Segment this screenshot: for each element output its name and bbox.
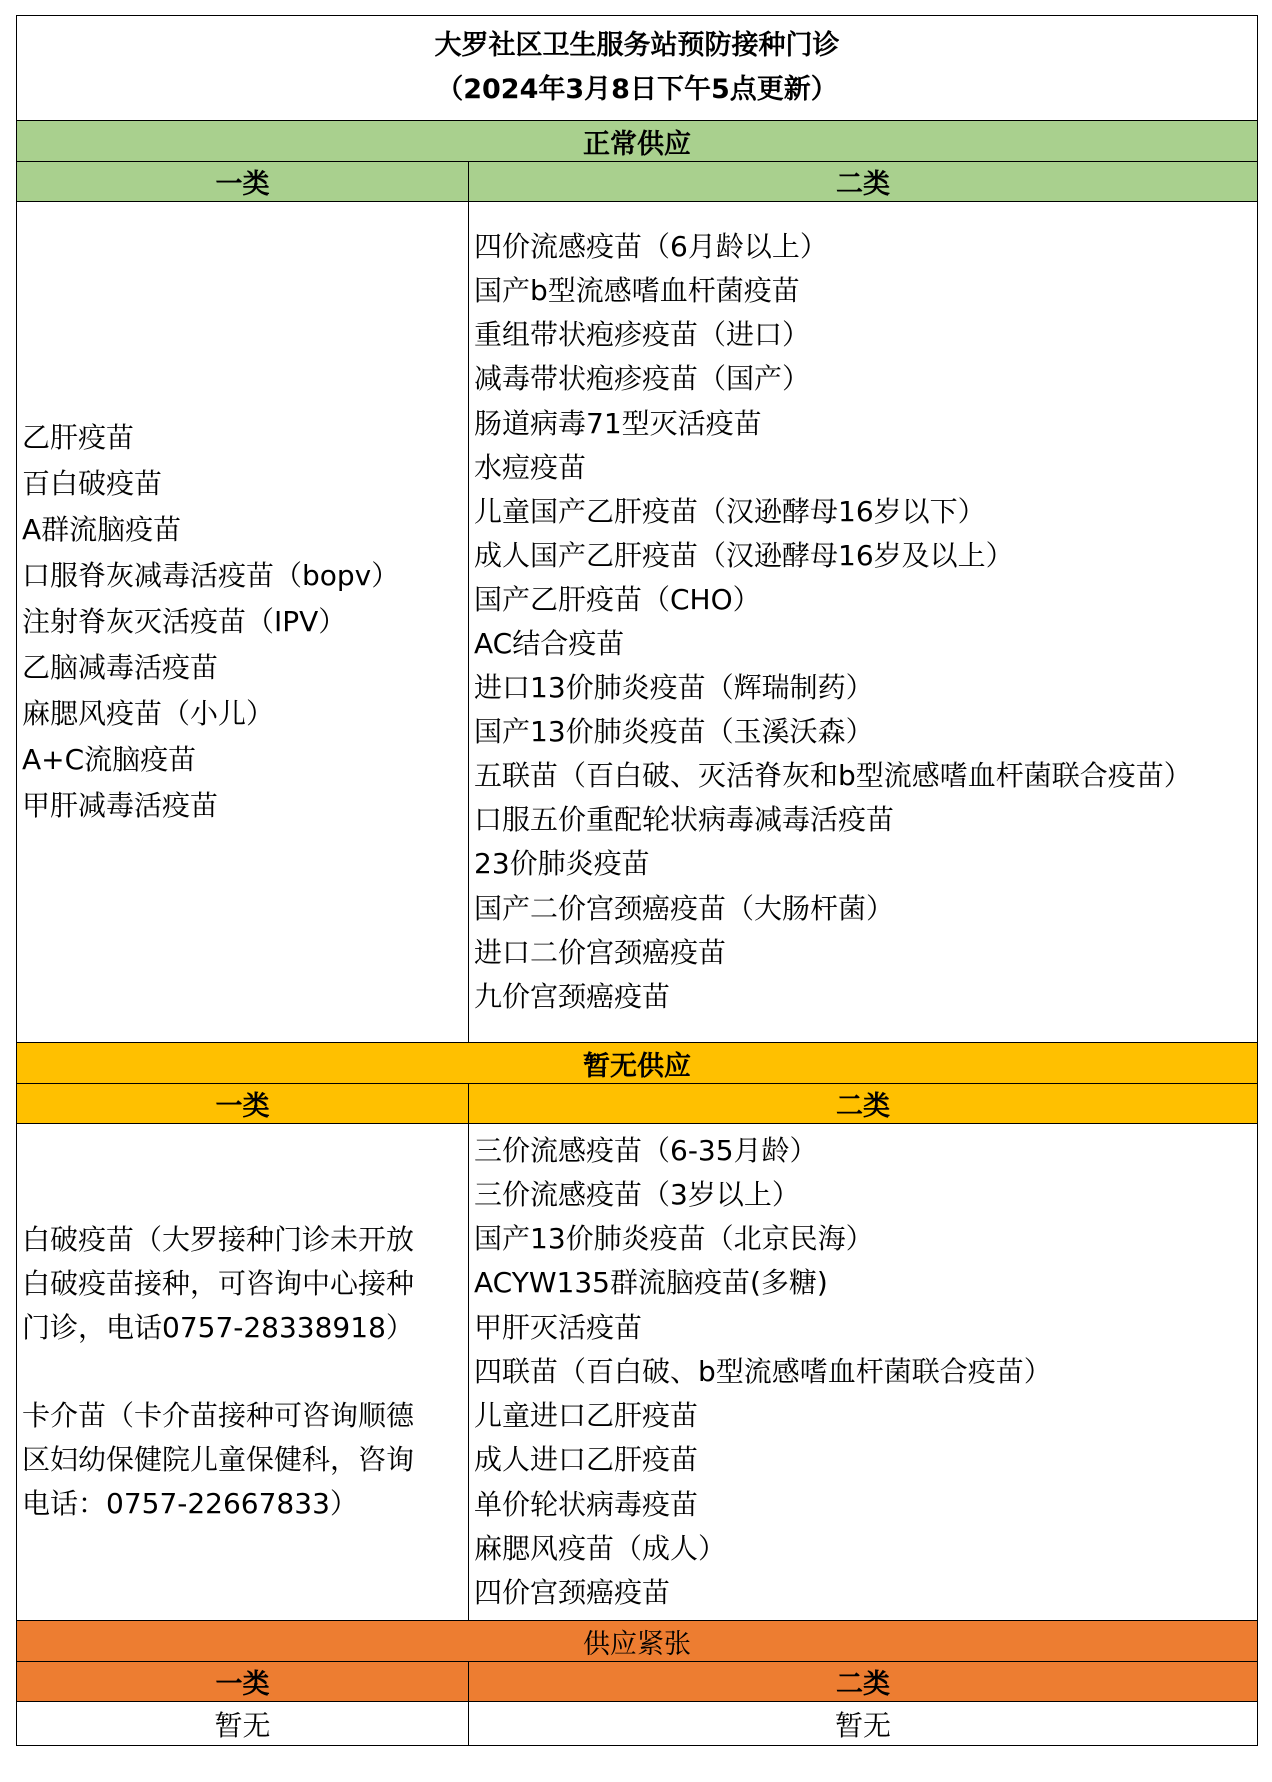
normal-supply-subheader-row: [17, 162, 1258, 202]
no-supply-subheader-row: [17, 1084, 1258, 1124]
vaccine-list-item: 国产13价肺炎疫苗（北京民海）: [474, 1222, 874, 1256]
tight-class1-header: 一类: [17, 1662, 469, 1702]
vaccine-list-item: 国产13价肺炎疫苗（玉溪沃森）: [474, 715, 874, 749]
note-line: 门诊，电话0757-28338918）: [22, 1311, 414, 1344]
normal-supply-body-row: [17, 202, 1258, 1043]
vaccine-list-item: 国产二价宫颈癌疫苗（大肠杆菌）: [474, 891, 895, 925]
vaccine-list-item: 儿童进口乙肝疫苗: [474, 1399, 699, 1433]
vaccine-list-item: 成人进口乙肝疫苗: [474, 1443, 699, 1477]
vaccine-list-item: 成人国产乙肝疫苗（汉逊酵母16岁及以上）: [474, 538, 1014, 572]
vaccine-list-item: 单价轮状病毒疫苗: [474, 1487, 699, 1521]
vaccine-list-item: 减毒带状疱疹疫苗（国产）: [474, 362, 811, 396]
vaccine-list-item: ACYW135群流脑疫苗(多糖): [474, 1266, 828, 1300]
vaccine-list-item: 三价流感疫苗（3岁以上）: [474, 1178, 800, 1212]
vaccine-list-item: 五联苗（百白破、灭活脊灰和b型流感嗜血杆菌联合疫苗）: [474, 759, 1192, 793]
no-supply-header-row: [17, 1043, 1258, 1084]
vaccine-list-item: 进口二价宫颈癌疫苗: [474, 935, 727, 969]
vaccine-list-item: 甲肝灭活疫苗: [474, 1310, 643, 1344]
note-line: 区妇幼保健院儿童保健科，咨询: [22, 1443, 415, 1476]
normal-supply-header-row: [17, 121, 1258, 162]
no-supply-class2-list: [469, 1129, 1257, 1615]
vaccine-list-item: 儿童国产乙肝疫苗（汉逊酵母16岁以下）: [474, 494, 986, 528]
vaccine-list-item: 国产乙肝疫苗（CHO）: [474, 582, 761, 616]
no-supply-header: 暂无供应: [17, 1043, 1258, 1084]
vaccine-list-item: 国产b型流感嗜血杆菌疫苗: [474, 274, 800, 308]
vaccine-list-item: 三价流感疫苗（6-35月龄）: [474, 1133, 818, 1167]
vaccine-list-item: 百白破疫苗: [22, 467, 163, 500]
tight-supply-header: 供应紧张: [17, 1621, 1258, 1662]
no-supply-class1-cell: [17, 1124, 469, 1621]
tight-supply-subheader-row: [17, 1662, 1258, 1702]
normal-class2-cell: [469, 202, 1258, 1043]
note-line: 卡介苗（卡介苗接种可咨询顺德: [22, 1399, 415, 1432]
vaccine-list-item: 进口13价肺炎疫苗（辉瑞制药）: [474, 671, 874, 705]
vaccine-list-item: 重组带状疱疹疫苗（进口）: [474, 318, 811, 352]
vaccine-list-item: A+C流脑疫苗: [22, 743, 197, 776]
vaccine-list-item: AC结合疫苗: [474, 627, 625, 660]
no-supply-class1-notes: [17, 1218, 468, 1526]
note-line: 白破疫苗接种，可咨询中心接种: [22, 1267, 415, 1300]
normal-class2-header: 二类: [469, 162, 1258, 202]
vaccine-list-item: 23价肺炎疫苗: [474, 847, 650, 881]
title-cell: [17, 16, 1258, 121]
note-line: 白破疫苗（大罗接种门诊未开放: [22, 1223, 415, 1256]
tight-class2-value: 暂无: [469, 1702, 1258, 1746]
tight-supply-header-row: [17, 1621, 1258, 1662]
vaccine-list-item: 注射脊灰灭活疫苗（IPV）: [22, 605, 347, 638]
vaccine-list-item: 四价流感疫苗（6月龄以上）: [474, 230, 828, 264]
tight-supply-body-row: [17, 1702, 1258, 1746]
no-supply-class1-header: 一类: [17, 1084, 469, 1124]
vaccine-list-item: 麻腮风疫苗（小儿）: [22, 697, 275, 730]
title-row: [17, 16, 1258, 121]
vaccine-list-item: 四价宫颈癌疫苗: [474, 1575, 671, 1609]
no-supply-body-row: [17, 1124, 1258, 1621]
no-supply-class2-cell: [469, 1124, 1258, 1621]
vaccine-list-item: 四联苗（百白破、b型流感嗜血杆菌联合疫苗）: [474, 1354, 1052, 1388]
vaccine-list-item: 甲肝减毒活疫苗: [22, 789, 219, 822]
vaccine-list-item: 水痘疫苗: [474, 450, 587, 484]
normal-class1-header: 一类: [17, 162, 469, 202]
unavailable-vaccine-note: [17, 1394, 468, 1526]
vaccine-list-item: 乙脑减毒活疫苗: [22, 651, 219, 684]
vaccine-supply-table: [16, 15, 1258, 1746]
note-line: 电话：0757-22667833）: [22, 1487, 358, 1520]
vaccine-list-item: 口服脊灰减毒活疫苗（bopv）: [22, 559, 400, 592]
vaccine-list-item: 麻腮风疫苗（成人）: [474, 1531, 727, 1565]
no-supply-class2-header: 二类: [469, 1084, 1258, 1124]
title-line-1: 大罗社区卫生服务站预防接种门诊: [434, 30, 840, 61]
normal-class1-cell: [17, 202, 469, 1043]
vaccine-list-item: 九价宫颈癌疫苗: [474, 979, 671, 1013]
vaccine-list-item: 口服五价重配轮状病毒减毒活疫苗: [474, 803, 895, 837]
normal-supply-header: 正常供应: [17, 121, 1258, 162]
normal-class1-list: [17, 415, 468, 829]
tight-class1-value: 暂无: [17, 1702, 469, 1746]
title-line-2: （2024年3月8日下午5点更新）: [436, 74, 838, 105]
note-spacer: [17, 1350, 468, 1394]
vaccine-list-item: 乙肝疫苗: [22, 421, 135, 454]
normal-class2-list: [469, 225, 1257, 1019]
unavailable-vaccine-note: [17, 1218, 468, 1350]
tight-class2-header: 二类: [469, 1662, 1258, 1702]
vaccine-list-item: A群流脑疫苗: [22, 513, 182, 546]
vaccine-list-item: 肠道病毒71型灭活疫苗: [474, 406, 762, 440]
